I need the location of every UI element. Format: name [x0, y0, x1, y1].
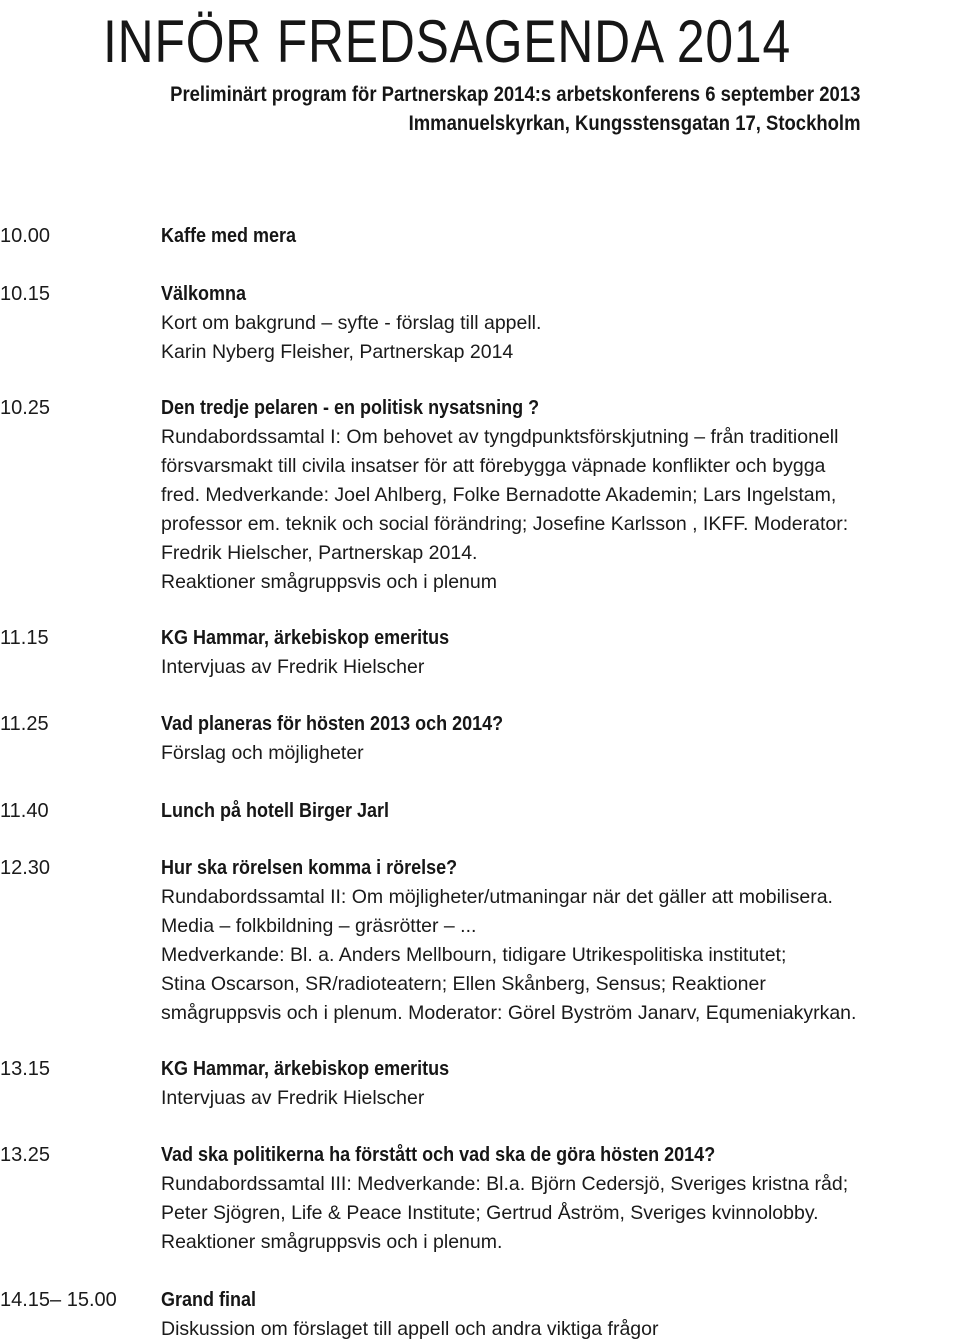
agenda-item-text: smågruppsvis och i plenum. Moderator: Görel Byström Janarv, Equmeniakyrkan.	[161, 1002, 857, 1024]
agenda-time: 12.30	[0, 857, 51, 879]
agenda-time: 10.00	[0, 225, 51, 247]
agenda-item-text: Intervjuas av Fredrik Hielscher	[161, 656, 425, 678]
agenda-item-title: Kaffe med mera	[161, 225, 297, 247]
agenda-item-text: Förslag och möjligheter	[161, 742, 364, 764]
agenda-item-text: Medverkande: Bl. a. Anders Mellbourn, tidigare Utrikespolitiska institutet;	[161, 944, 787, 966]
agenda-time: 11.25	[0, 713, 49, 735]
agenda-item-text: Peter Sjögren, Life & Peace Institute; Gertrud Åström, Sveriges kvinnolobby.	[161, 1202, 819, 1224]
program-subtitle: Preliminärt program för Partnerskap 2014:s arbetskonferens 6 september 2013	[169, 83, 860, 106]
agenda-item	[161, 1286, 960, 1344]
agenda-item-text: Rundabordssamtal II: Om möjligheter/utmaningar när det gäller att mobilisera.	[161, 886, 833, 908]
venue-subtitle: Immanuelskyrkan, Kungsstensgatan 17, Stockholm	[408, 112, 860, 135]
agenda-time: 14.15– 15.00	[0, 1289, 117, 1311]
agenda-time: 10.15	[0, 283, 51, 305]
agenda-item	[161, 854, 960, 1028]
agenda-time: 11.40	[0, 800, 49, 822]
agenda-item-title: Vad ska politikerna ha förstått och vad ska de göra hösten 2014?	[161, 1144, 716, 1166]
agenda-item-text: Rundabordssamtal I: Om behovet av tyngdpunktsförskjutning – från traditionell	[161, 426, 839, 448]
agenda-item-text: Reaktioner smågruppsvis och i plenum.	[161, 1231, 503, 1253]
agenda-item-title: Hur ska rörelsen komma i rörelse?	[161, 857, 458, 879]
agenda-item	[161, 280, 960, 367]
document-title: INFÖR FREDSAGENDA 2014	[103, 8, 791, 75]
agenda-item	[161, 394, 960, 597]
agenda-item	[161, 1141, 960, 1257]
agenda-time: 13.15	[0, 1058, 51, 1080]
agenda-item-title: KG Hammar, ärkebiskop emeritus	[161, 1058, 450, 1080]
agenda-item-text: Diskussion om förslaget till appell och andra viktiga frågor	[161, 1318, 659, 1340]
agenda-item-title: Vad planeras för hösten 2013 och 2014?	[161, 713, 504, 735]
agenda-item-title: Välkomna	[161, 283, 247, 305]
agenda-item-text: professor em. teknik och social förändring; Josefine Karlsson , IKFF. Moderator:	[161, 513, 849, 535]
agenda-item-title: Den tredje pelaren - en politisk nysatsning ?	[161, 397, 540, 419]
agenda-item-text: Media – folkbildning – gräsrötter – ...	[161, 915, 477, 937]
agenda-item-title: KG Hammar, ärkebiskop emeritus	[161, 627, 450, 649]
agenda-item-text: Rundabordssamtal III: Medverkande: Bl.a. Björn Cedersjö, Sveriges kristna råd;	[161, 1173, 849, 1195]
agenda-item	[161, 710, 960, 768]
agenda-item-title: Grand final	[161, 1289, 257, 1311]
agenda-item-text: Reaktioner smågruppsvis och i plenum	[161, 571, 497, 593]
agenda-item-text: fred. Medverkande: Joel Ahlberg, Folke Bernadotte Akademin; Lars Ingelstam,	[161, 484, 837, 506]
agenda-item	[161, 222, 960, 251]
agenda-time: 10.25	[0, 397, 51, 419]
agenda-item-text: Karin Nyberg Fleisher, Partnerskap 2014	[161, 341, 514, 363]
agenda-item-text: försvarsmakt till civila insatser för att förebygga väpnade konflikter och bygga	[161, 455, 826, 477]
agenda-item	[161, 797, 960, 826]
agenda-time: 13.25	[0, 1144, 51, 1166]
agenda-item-text: Intervjuas av Fredrik Hielscher	[161, 1087, 425, 1109]
agenda-item	[161, 624, 960, 682]
agenda-time: 11.15	[0, 627, 49, 649]
agenda-item-title: Lunch på hotell Birger Jarl	[161, 800, 390, 822]
agenda-item	[161, 1055, 960, 1113]
agenda-item-text: Stina Oscarson, SR/radioteatern; Ellen Skånberg, Sensus; Reaktioner	[161, 973, 766, 995]
agenda-item-text: Kort om bakgrund – syfte - förslag till appell.	[161, 312, 542, 334]
agenda-item-text: Fredrik Hielscher, Partnerskap 2014.	[161, 542, 478, 564]
